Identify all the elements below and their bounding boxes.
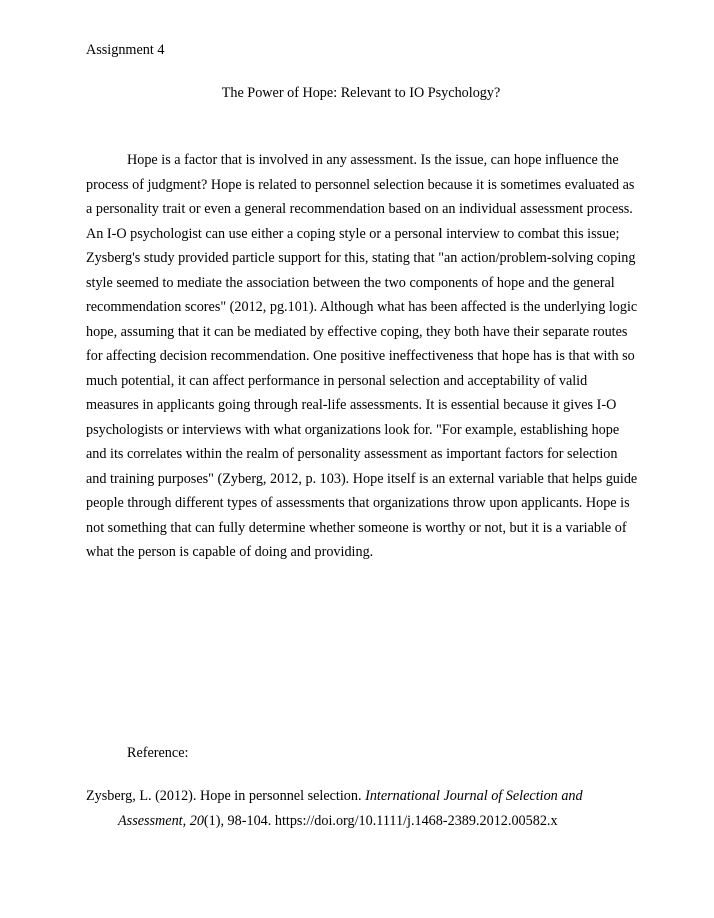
paragraph-line: and training purposes" (Zyberg, 2012, p. 103). Hope itself is an external variable that helps guide <box>86 470 638 487</box>
paragraph-line: psychologists or interviews with what organizations look for. "For example, establishing hope <box>86 421 620 438</box>
reference-journal: International Journal of Selection and <box>365 788 583 804</box>
paragraph-line: measures in applicants going through real-life assessments. It is essential because it gives I-O <box>86 397 617 413</box>
paragraph-line: what the person is capable of doing and providing. <box>86 544 374 560</box>
paragraph-line: Hope is a factor that is involved in any assessment. Is the issue, can hope influence the <box>127 152 619 168</box>
reference-heading: Reference: <box>127 745 189 761</box>
paragraph-line: for affecting decision recommendation. One positive ineffectiveness that hope has is that with so <box>86 348 635 364</box>
paragraph-line: hope, assuming that it can be mediated by effective coping, they both have their separate routes <box>86 323 628 340</box>
reference-line-2 <box>86 809 646 834</box>
running-header: Assignment 4 <box>86 42 165 58</box>
body-paragraph <box>86 148 638 565</box>
reference-line-1 <box>86 784 646 809</box>
paragraph-line: not something that can fully determine whether someone is worthy or not, but it is a variable of <box>86 519 627 536</box>
paragraph-line: people through different types of assessments that organizations throw upon applicants. Hope is <box>86 495 630 511</box>
reference-author: Zysberg, L. (2012). Hope in personnel selection. <box>86 788 366 804</box>
paragraph-line: Zysberg's study provided particle support for this, stating that "an action/problem-solving coping <box>86 250 636 266</box>
paragraph-line: and its correlates within the realm of personality assessment as important factors for selection <box>86 446 618 462</box>
reference-issue-pages-doi: (1), 98-104. https://doi.org/10.1111/j.1468-2389.2012.00582.x <box>203 812 558 829</box>
paragraph-line: style seemed to mediate the association between the two components of hope and the general <box>86 274 615 291</box>
paragraph-line: recommendation scores" (2012, pg.101). Although what has been affected is the underlying logic <box>86 299 638 315</box>
document-title: The Power of Hope: Relevant to IO Psychology? <box>221 85 501 101</box>
paragraph-line: process of judgment? Hope is related to personnel selection because it is sometimes evaluated as <box>86 176 635 193</box>
reference-entry <box>86 784 646 833</box>
paragraph-line: a personality trait or even a general recommendation based on an individual assessment process. <box>86 201 633 217</box>
reference-journal-volume: Assessment, 20 <box>118 812 204 829</box>
paragraph-line: much potential, it can affect performance in personal selection and acceptability of valid <box>86 372 588 389</box>
paragraph-line: An I-O psychologist can use either a coping style or a personal interview to combat this issue; <box>86 225 620 242</box>
